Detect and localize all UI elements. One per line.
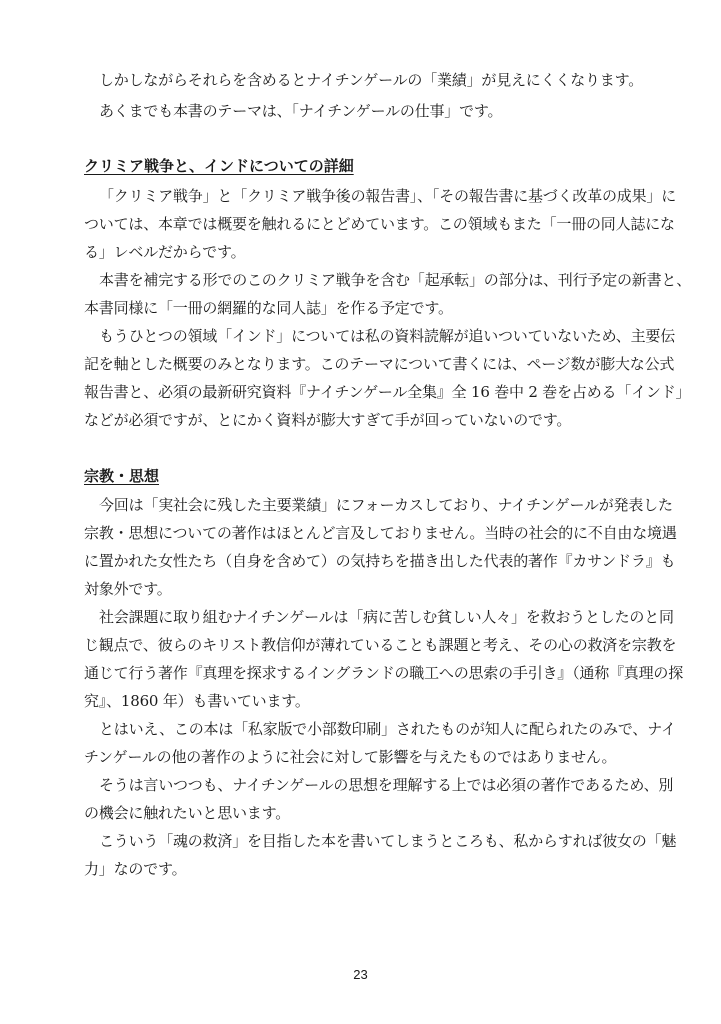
page-number: 23 [353, 967, 368, 982]
paragraph-line: しかしながらそれらを含めるとナイチンゲールの「業績」が見えにくくなります。 [99, 71, 644, 89]
paragraph-line: 社会課題に取り組むナイチンゲールは「病に苦しむ貧しい人々」を救おうとしたのと同 [99, 608, 674, 626]
paragraph-line: に置かれた女性たち（自身を含めて）の気持ちを描き出した代表的著作『カサンドラ』も [84, 552, 676, 570]
section-heading-crimea-india: クリミア戦争と、インドについての詳細 [84, 157, 354, 175]
section-heading-religion-thought: 宗教・思想 [84, 467, 160, 485]
paragraph-line: 本書を補完する形でのこのクリミア戦争を含む「起承転」の部分は、刊行予定の新書と、 [99, 271, 692, 289]
paragraph-line: そうは言いつつも、ナイチンゲールの思想を理解する上では必須の著作であるため、別 [99, 776, 674, 794]
paragraph-line: 通じて行う著作『真理を探求するイングランドの職工への思索の手引き』（通称『真理の探 [84, 664, 684, 682]
paragraph-line: じ観点で、彼らのキリスト教信仰が薄れていることも課題と考え、その心の救済を宗教を [84, 636, 677, 654]
paragraph-line: 力」なのです。 [84, 860, 187, 878]
paragraph-line: あくまでも本書のテーマは、「ナイチンゲールの仕事」です。 [99, 102, 503, 120]
paragraph-line: 究』、1860 年）も書いています。 [84, 692, 310, 710]
paragraph-line: の機会に触れたいと思います。 [84, 804, 291, 822]
paragraph-line: 「クリミア戦争」と「クリミア戦争後の報告書」、「その報告書に基づく改革の成果」に [99, 187, 677, 205]
paragraph-line: 今回は「実社会に残した主要業績」にフォーカスしており、ナイチンゲールが発表した [99, 496, 673, 514]
paragraph-line: る」レベルだからです。 [84, 243, 246, 261]
paragraph-line: もうひとつの領域「インド」については私の資料読解が追いついていないため、主要伝 [99, 327, 676, 345]
paragraph-line: などが必須ですが、とにかく資料が膨大すぎて手が回っていないのです。 [84, 411, 572, 429]
paragraph-line: とはいえ、この本は「私家版で小部数印刷」されたものが知人に配られたのみで、ナイ [99, 720, 676, 738]
paragraph-line: 宗教・思想についての著作はほとんど言及しておりません。当時の社会的に不自由な境遇 [84, 524, 677, 542]
paragraph-line: チンゲールの他の著作のように社会に対して影響を与えたものではありません。 [84, 748, 617, 766]
paragraph-line: 対象外です。 [84, 580, 172, 598]
paragraph-line: 本書同様に「一冊の網羅的な同人誌」を作る予定です。 [84, 299, 453, 317]
paragraph-line: 報告書と、必須の最新研究資料『ナイチンゲール全集』全 16 巻中 2 巻を占める「インド」 [84, 383, 691, 401]
paragraph-line: 記を軸とした概要のみとなります。このテーマについて書くには、ページ数が膨大な公式 [84, 355, 675, 373]
paragraph-line: ついては、本章では概要を触れるにとどめています。この領域もまた「一冊の同人誌にな [84, 215, 675, 233]
paragraph-line: こういう「魂の救済」を目指した本を書いてしまうところも、私からすれば彼女の「魅 [99, 832, 677, 850]
